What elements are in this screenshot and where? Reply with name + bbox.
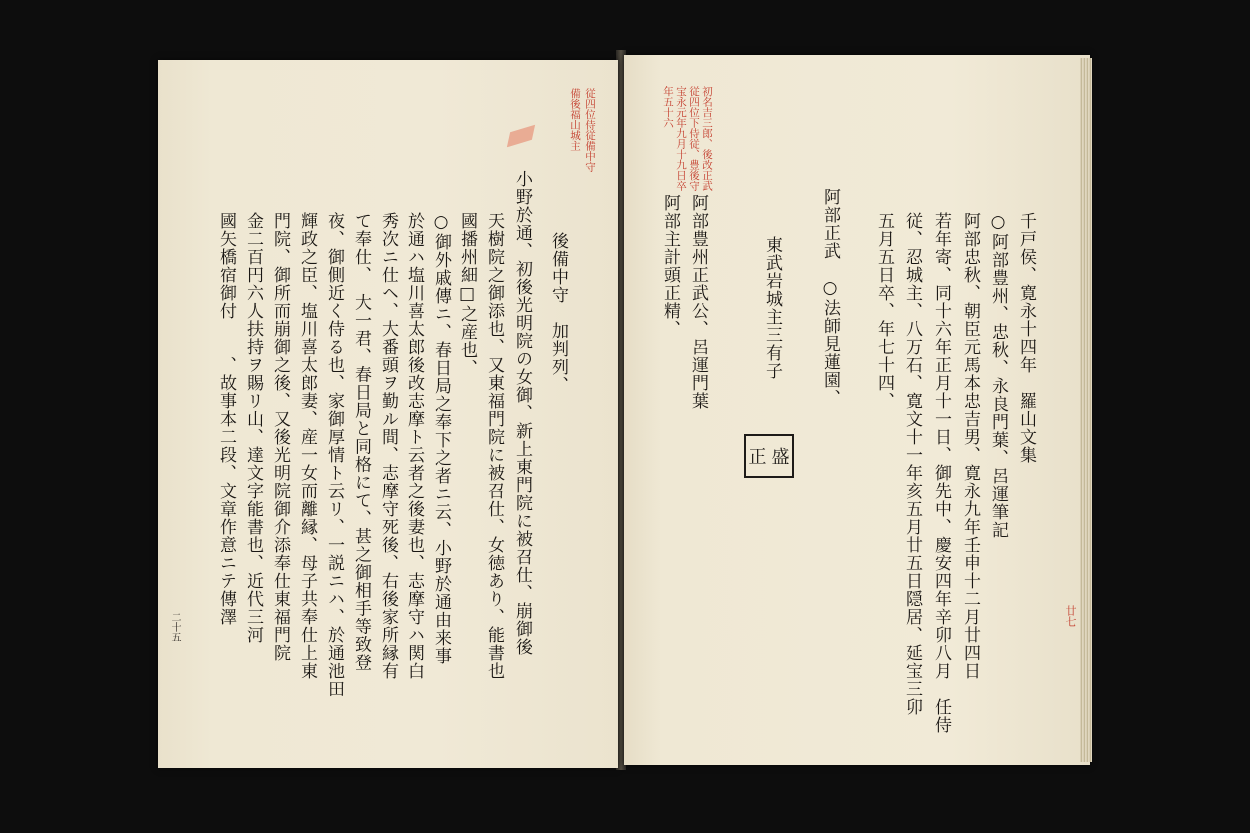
left-col-1: 後備中守 加判列、 <box>548 232 568 394</box>
right-col-7: 阿部正武 ○法師見蓮園、 <box>820 188 840 407</box>
right-col-3: 阿部忠秋、朝臣元馬本忠吉男、寛永九年壬申十二月廿四日 <box>960 212 980 680</box>
right-header-note-3: 宝永元年九月十九日卒 <box>675 86 687 191</box>
left-col-13: 國矢橋宿御付 、故事本二段、文章作意ニテ傳澤 <box>216 212 236 626</box>
right-col-9: 阿部豊州正武公、呂運門葉 <box>688 194 708 410</box>
left-col-11: 門院、御所而崩御之後、又後光明院御介添奉仕東福門院 <box>270 212 290 662</box>
right-header-note-4: 年五十六 <box>662 86 674 128</box>
right-col-8: 東武岩城主三有子 <box>762 236 782 380</box>
left-col-9: 夜、御側近く侍る也、家御厚情ト云リ、一説ニハ、於通池田 <box>324 212 344 698</box>
left-col-10: 輝政之臣、塩川喜太郎妻、産一女而離縁、母子共奉仕上東 <box>297 212 317 680</box>
left-col-12: 金二百円六人扶持ヲ賜リ山、達文字能書也、近代三河 <box>243 212 263 644</box>
right-col-6: 五月五日卒、年七十四、 <box>874 212 894 410</box>
left-col-8: て奉仕、 大一君、春日局と同格にて、甚之御相手等致登 <box>351 212 371 672</box>
right-col-5: 従、忍城主、八万石、寛文十一年亥五月廿五日隠居、延宝三卯 <box>902 212 922 716</box>
left-folio-number: 二十五 <box>169 612 180 642</box>
right-col-2: ○阿部豊州、忠秋、永良門葉、呂運筆記 <box>988 212 1008 539</box>
right-header-note-1: 初名吉三郎、後改正武 <box>701 86 713 191</box>
seal-char-2: 盛 <box>771 447 790 468</box>
right-col-1: 千戸侯、寛永十四年 羅山文集 <box>1016 212 1036 464</box>
right-col-10: 阿部主計頭正精、 <box>660 194 680 338</box>
left-col-6: 於通ハ塩川喜太郎後改志摩ト云者之後妻也、志摩守ハ関白 <box>404 212 424 680</box>
left-header-note-2: 備後福山城主 <box>569 88 581 151</box>
left-col-7: 秀次ニ仕ヘ、大番頭ヲ勤ル間、志摩守死後、右後家所縁有 <box>378 212 398 680</box>
left-col-4: 國播州細□之産也、 <box>457 212 477 377</box>
left-col-5: ○御外戚傳ニ、春日局之奉下之者ニ云、小野於通由来事 <box>431 212 451 665</box>
page-edges <box>1080 58 1092 762</box>
seal-char-1: 正 <box>748 447 767 468</box>
left-header-note-1: 従四位侍従備中守 <box>584 88 596 172</box>
left-col-3: 天樹院之御添也、又東福門院に被召仕、女徳あり、能書也 <box>484 212 504 680</box>
right-folio-number: 廿七 <box>1064 605 1077 627</box>
right-header-note-2: 従四位下侍従、豊後守 <box>688 86 700 191</box>
seal-stamp <box>744 434 794 478</box>
right-col-4: 若年寄、同十六年正月十一日、御先中、慶安四年辛卯八月 任侍 <box>931 212 951 734</box>
left-col-2: 小野於通、初後光明院の女御、新上東門院に被召仕、崩御後 <box>512 170 532 656</box>
